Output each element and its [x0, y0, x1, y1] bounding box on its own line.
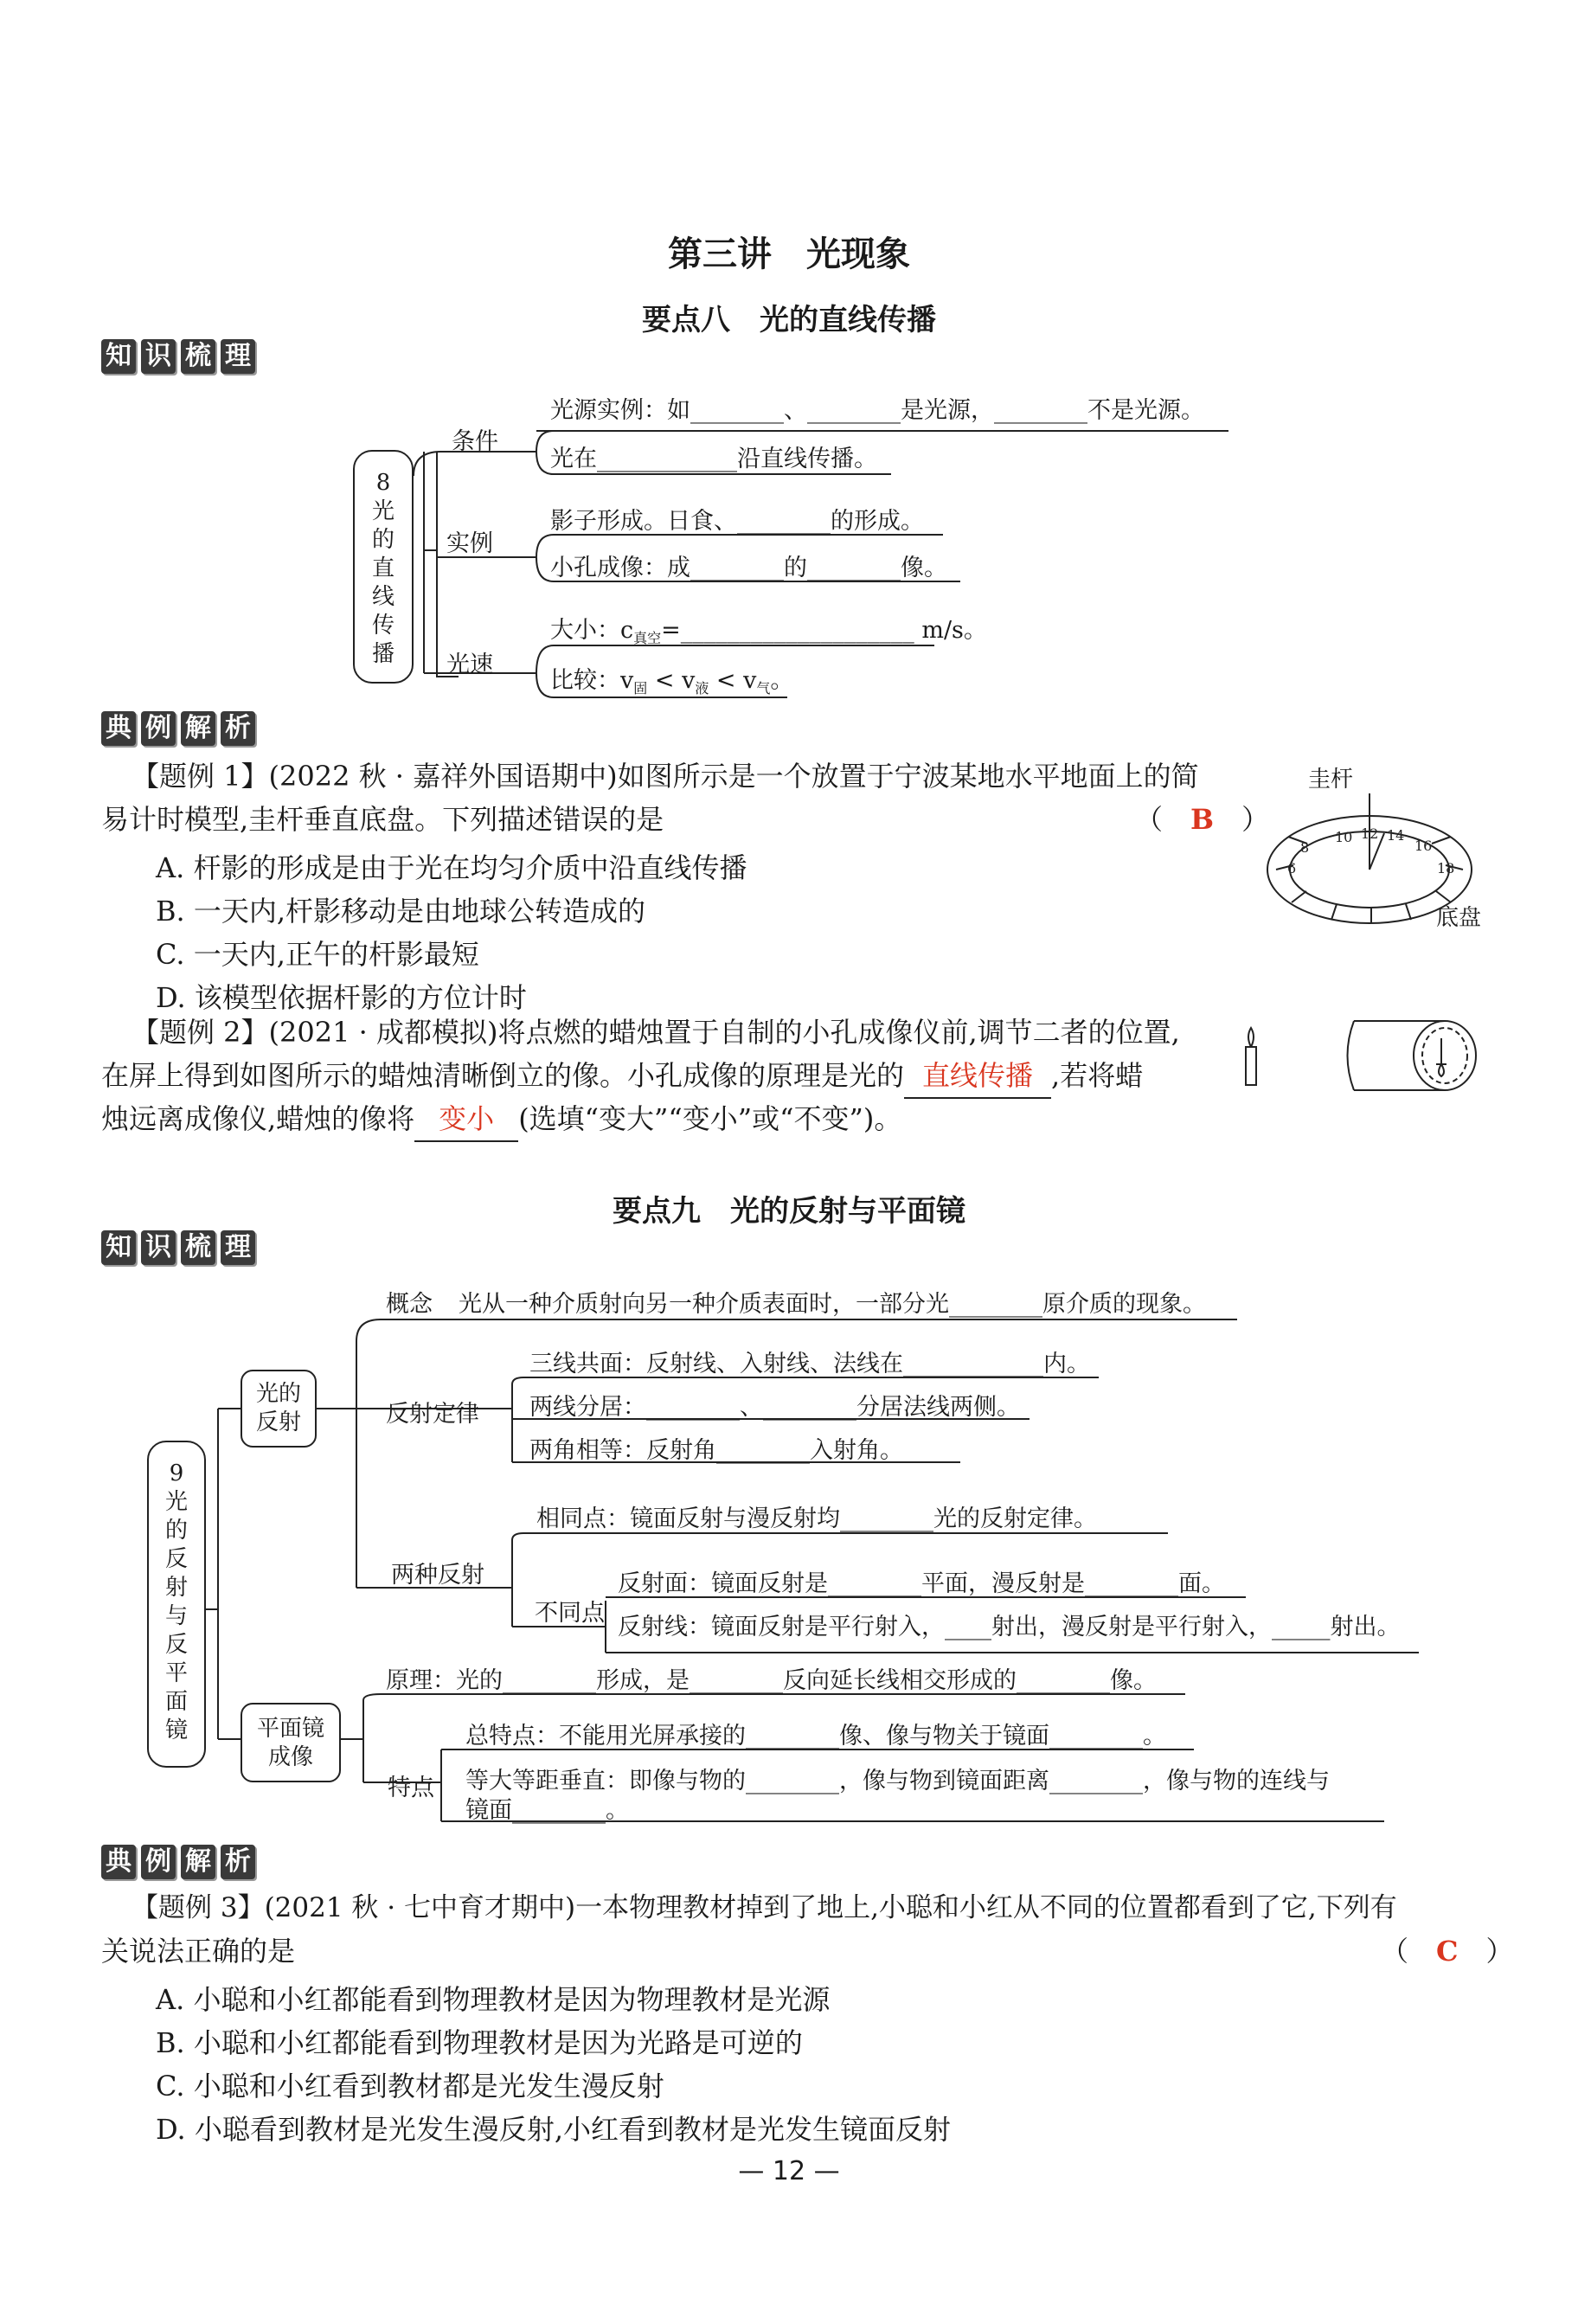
box-text: 光的 [255, 1381, 301, 1407]
two-reflections-label: 两种反射 [391, 1562, 484, 1589]
root-char: 传 [371, 613, 394, 639]
speed-text: 比较：v [550, 667, 634, 694]
root-char: 8 [375, 470, 391, 496]
principle-text: 原理：光的________形成，是________反向延长线相交形成的________像。 [386, 1667, 1157, 1694]
ex3-answer: （ C ） [1381, 1935, 1514, 1968]
diff-surface: 反射面：镜面反射是________平面，漫反射是________面。 [618, 1570, 1225, 1597]
diff-rays: 反射线：镜面反射是平行射入，____射出，漫反射是平行射入，_____射出。 [618, 1614, 1401, 1640]
example-label: 实例 [446, 530, 493, 557]
cond-label: 条件 [452, 428, 498, 455]
root-char: 与 [164, 1603, 188, 1629]
option: C. 小聪和小红看到教材都是光发生漫反射 [156, 2070, 664, 2103]
speed-sub: 固 [633, 680, 648, 697]
option: B. 一天内,杆影移动是由地球公转造成的 [156, 895, 646, 928]
feature-detail-1: 等大等距垂直：即像与物的________，像与物到镜面距离________，像与物的连线与 [465, 1768, 1330, 1794]
badge-char: 典 [101, 711, 136, 746]
root-char: 镜 [164, 1717, 188, 1743]
root-char: 反 [164, 1546, 188, 1572]
option: A. 杆影的形成是由于光在均匀介质中沿直线传播 [156, 851, 747, 884]
law-separate: 两线分居：________、________分居法线两侧。 [529, 1394, 1020, 1421]
speed-text: < v [709, 667, 757, 694]
speed-sub: 液 [695, 680, 709, 697]
badge-char: 析 [221, 711, 255, 746]
ex2-text: (选填“变大”“变小”或“不变”)。 [518, 1102, 902, 1135]
dial-num: 8 [1300, 839, 1310, 856]
diff-label: 不同点 [535, 1600, 605, 1627]
root-char: 面 [164, 1689, 188, 1715]
law-coplanar: 三线共面：反射线、入射线、法线在____________内。 [529, 1351, 1090, 1377]
speed-text: =____________________ m/s。 [661, 617, 987, 644]
badge-char: 梳 [181, 1230, 215, 1265]
badge-char: 例 [141, 711, 176, 746]
option: A. 小聪和小红都能看到物理教材是因为物理教材是光源 [156, 1983, 831, 2016]
box-text: 平面镜 [256, 1716, 324, 1742]
root-char: 反 [164, 1632, 188, 1658]
ex3-line2: 关说法正确的是 [101, 1935, 296, 1968]
ex2-text: 烛远离成像仪,蜡烛的像将 [101, 1102, 415, 1135]
option: B. 小聪和小红都能看到物理教材是因为光路是可逆的 [156, 2026, 803, 2059]
dial-num: 6 [1287, 860, 1297, 876]
example-pinhole: 小孔成像：成________的________像。 [550, 555, 947, 581]
root-char: 的 [371, 527, 394, 553]
badge-char: 例 [141, 1845, 176, 1879]
root-char: 射 [164, 1575, 188, 1601]
sundial-label-bottom: 底盘 [1436, 905, 1482, 931]
concept-text: 光从一种介质射向另一种介质表面时，一部分光________原介质的现象。 [459, 1291, 1206, 1318]
ex2-text: ,若将蜡 [1051, 1059, 1144, 1092]
dial-num: 12 [1361, 825, 1379, 842]
root-char: 平 [164, 1660, 188, 1686]
root-char: 线 [371, 584, 394, 610]
badge-char: 识 [141, 1230, 176, 1265]
concept-label: 概念 [386, 1291, 433, 1318]
same-point: 相同点：镜面反射与漫反射均________光的反射定律。 [536, 1505, 1097, 1532]
feature-general: 总特点：不能用光屏承接的________像、像与物关于镜面________。 [465, 1723, 1166, 1749]
ex2-line1: 【题例 2】(2021 · 成都模拟)将点燃的蜡烛置于自制的小孔成像仪前,调节二者的位置, [132, 1016, 1180, 1049]
speed-text: 大小：c [550, 617, 634, 644]
speed-sub: 真空 [633, 630, 662, 646]
option: D. 小聪看到教材是光发生漫反射,小红看到教材是光发生镜面反射 [156, 2113, 952, 2146]
badge-char: 理 [221, 339, 255, 374]
speed-text: 。 [770, 667, 794, 694]
root-char: 光 [164, 1489, 188, 1515]
feature-label: 特点 [388, 1775, 434, 1801]
box-text: 成像 [267, 1744, 313, 1770]
dial-num: 14 [1387, 827, 1405, 844]
page-number-value: 12 [772, 2156, 806, 2186]
badge-char: 梳 [181, 339, 215, 374]
speed-sub: 气 [756, 680, 771, 697]
root-char: 9 [169, 1461, 184, 1486]
examples-badge [101, 1845, 255, 1879]
badge-char: 知 [101, 1230, 136, 1265]
example-shadow: 影子形成。日食、________的形成。 [550, 508, 924, 535]
ex3-line1: 【题例 3】(2021 秋 · 七中育才期中)一本物理教材掉到了地上,小聪和小红从不同的位置都看到了它,下列有 [132, 1892, 1397, 1923]
badge-char: 解 [181, 1845, 215, 1879]
badge-char: 典 [101, 1845, 136, 1879]
speed-text: < v [647, 667, 696, 694]
badge-char: 理 [221, 1230, 255, 1265]
dial-num: 10 [1335, 829, 1353, 845]
page-number: — 12 — [738, 2156, 840, 2186]
root-char: 光 [371, 498, 394, 524]
dial-num: 18 [1437, 860, 1455, 876]
section8-title: 要点八 光的直线传播 [642, 303, 936, 337]
option: C. 一天内,正午的杆影最短 [156, 938, 479, 971]
ex1-line2: 易计时模型,圭杆垂直底盘。下列描述错误的是 [101, 803, 664, 836]
badge-char: 知 [101, 339, 136, 374]
badge-char: 析 [221, 1845, 255, 1879]
sundial-label-top: 圭杆 [1308, 767, 1354, 793]
law-equal: 两角相等：反射角________入射角。 [529, 1437, 903, 1464]
badge-char: 解 [181, 711, 215, 746]
root-char: 的 [164, 1518, 188, 1544]
ex2-answer-1: 直线传播 [904, 1054, 1051, 1099]
answer-mark: C [1436, 1935, 1459, 1968]
feature-detail-2: 镜面________。 [465, 1797, 629, 1824]
root-char: 直 [371, 555, 394, 581]
ex1-answer: （ B ） [1135, 803, 1270, 836]
badge-char: 识 [141, 339, 176, 374]
answer-mark: B [1190, 803, 1215, 836]
option: D. 该模型依据杆影的方位计时 [156, 981, 527, 1014]
law-label: 反射定律 [386, 1401, 479, 1428]
cond-sources: 光源实例：如________、________是光源，________不是光源。 [550, 397, 1204, 424]
cond-medium: 光在____________沿直线传播。 [550, 446, 877, 472]
box-text: 反射 [255, 1409, 301, 1435]
root-char: 播 [371, 641, 394, 667]
section9-title: 要点九 光的反射与平面镜 [613, 1194, 965, 1229]
chapter-title: 第三讲 光现象 [668, 234, 910, 274]
dial-num: 16 [1414, 838, 1433, 854]
ex2-answer-2: 变小 [414, 1097, 518, 1142]
ex1-line1: 【题例 1】(2022 秋 · 嘉祥外国语期中)如图所示是一个放置于宁波某地水平地面上的简 [132, 760, 1199, 793]
speed-label: 光速 [446, 652, 493, 678]
ex2-text: 在屏上得到如图所示的蜡烛清晰倒立的像。小孔成像的原理是光的 [101, 1059, 905, 1092]
